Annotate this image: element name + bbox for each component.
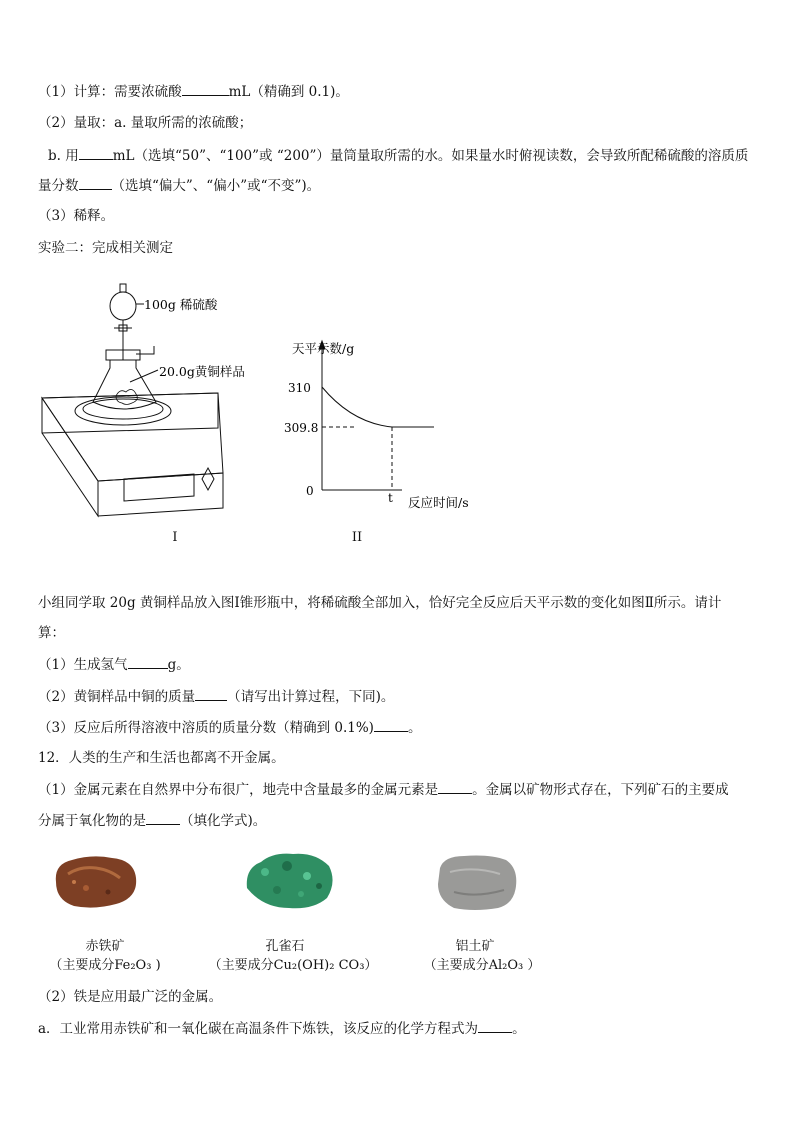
text: 。金属以矿物形式存在，下列矿石的主要成 <box>472 782 729 798</box>
text: （3）反应后所得溶液中溶质的质量分数（精确到 0.1%) <box>38 720 374 736</box>
text: （选填“偏大”、“偏小”或“不变”)。 <box>111 178 321 194</box>
balance-knob <box>202 468 214 490</box>
hematite-image <box>50 852 140 912</box>
acid-label: 100g 稀硫酸 <box>144 297 218 312</box>
balance-front-face <box>98 473 223 516</box>
text: （1）生成氢气 <box>38 657 128 673</box>
balance-left-side <box>42 398 98 516</box>
x-tick-t: t <box>388 491 393 505</box>
text: 。 <box>407 720 422 736</box>
text: b. 用 <box>48 148 79 164</box>
answer-blank[interactable] <box>374 718 408 732</box>
answer-blank[interactable] <box>182 82 229 96</box>
problem-statement: 小组同学取 20g 黄铜样品放入图Ⅰ锥形瓶中，将稀硫酸全部加入，恰好完全反应后天平示数的变化如图Ⅱ所示。请计 <box>38 595 722 611</box>
problem-statement-cont: 算： <box>38 625 65 641</box>
text: （2）黄铜样品中铜的质量 <box>38 689 196 705</box>
question-12-1-cont <box>38 811 266 830</box>
text: 分属于氧化物的是 <box>38 813 146 829</box>
mineral-composition-malachite: （主要成分Cu₂(OH)₂ CO₃） <box>208 958 378 973</box>
question-line-3 <box>48 146 748 165</box>
answer-blank[interactable] <box>79 146 113 160</box>
question-hydrogen <box>38 655 190 674</box>
separatory-funnel <box>110 292 136 320</box>
text: （1）计算：需要浓硫酸 <box>38 84 182 100</box>
question-12-2: （2）铁是应用最广泛的金属。 <box>38 989 223 1005</box>
mineral-name-hematite: 赤铁矿 <box>85 939 125 954</box>
question-mass-fraction <box>38 718 421 737</box>
answer-blank[interactable] <box>128 655 168 669</box>
question-line-5: （3）稀释。 <box>38 208 115 224</box>
text: mL（精确到 0.1)。 <box>228 84 349 100</box>
conical-flask <box>93 360 156 409</box>
mineral-composition-bauxite: （主要成分Al₂O₃ ） <box>423 958 541 973</box>
text: mL（选填“50”、“100”或 “200”）量筒量取所需的水。如果量水时俯视读数，会导致所配稀硫酸的溶质质 <box>112 148 749 164</box>
balance-display <box>124 474 194 501</box>
answer-blank[interactable] <box>79 176 112 190</box>
y-tick-310: 310 <box>288 381 311 395</box>
balance-top <box>42 393 223 481</box>
sample-label: 20.0g黄铜样品 <box>159 364 245 379</box>
question-12-1 <box>38 780 729 799</box>
mineral-name-malachite: 孔雀石 <box>265 939 305 954</box>
question-line-2: （2）量取：a. 量取所需的浓硫酸； <box>38 115 253 131</box>
text: （请写出计算过程，下同)。 <box>227 689 395 705</box>
question-12-heading: 12．人类的生产和生活也都离不开金属。 <box>38 750 285 766</box>
text: （填化学式)。 <box>180 813 267 829</box>
answer-blank[interactable] <box>438 780 472 794</box>
malachite-image <box>243 848 338 913</box>
series-line <box>322 387 434 427</box>
text: （1）金属元素在自然界中分布很广，地壳中含量最多的金属元素是 <box>38 782 439 798</box>
y-tick-0: 0 <box>306 484 314 498</box>
y-axis-label: 天平示数/g <box>292 341 355 356</box>
x-axis-label: 反应时间/s <box>408 495 469 510</box>
question-12-2a <box>38 1019 526 1038</box>
mineral-composition-hematite: （主要成分Fe₂O₃ ) <box>49 958 161 973</box>
question-copper-mass <box>38 687 394 706</box>
mineral-name-bauxite: 铝土矿 <box>455 939 495 954</box>
answer-blank[interactable] <box>478 1019 512 1033</box>
text: a．工业常用赤铁矿和一氧化碳在高温条件下炼铁，该反应的化学方程式为 <box>38 1021 479 1037</box>
text: 。 <box>512 1021 526 1037</box>
figure-2-caption: II <box>351 530 363 545</box>
y-tick-309-8: 309.8 <box>284 421 319 435</box>
figure-balance-apparatus <box>38 268 268 528</box>
text: g。 <box>167 657 190 673</box>
question-line-4 <box>38 176 320 195</box>
question-line-1 <box>38 82 349 101</box>
bauxite-image <box>434 852 519 914</box>
figure-1-caption: I <box>172 530 178 545</box>
answer-blank[interactable] <box>146 811 180 825</box>
experiment-heading: 实验二：完成相关测定 <box>38 240 173 256</box>
text: 量分数 <box>38 178 79 194</box>
chart-balance-reading <box>282 335 492 520</box>
answer-blank[interactable] <box>195 687 227 701</box>
balance-plate <box>75 397 171 425</box>
